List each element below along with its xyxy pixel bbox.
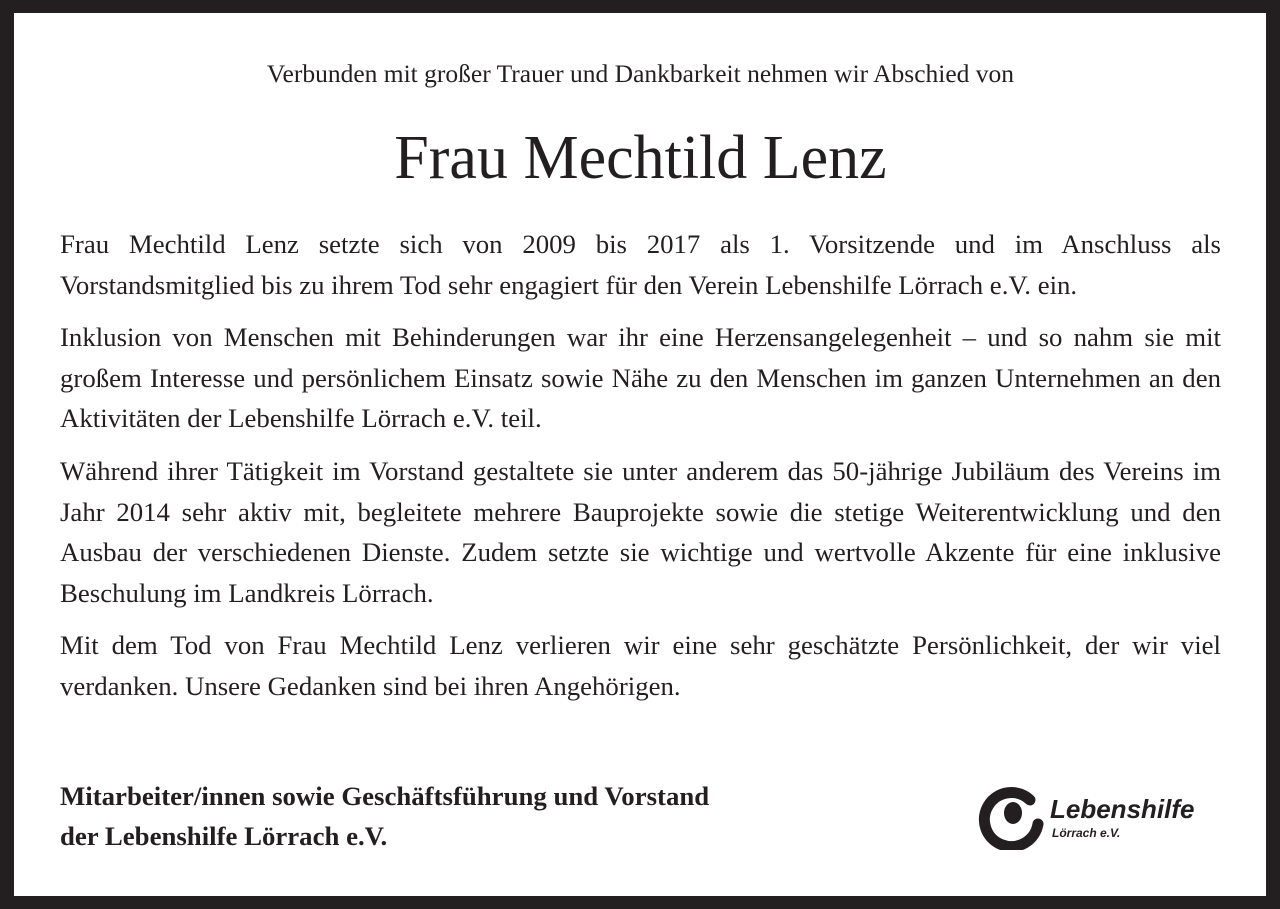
paragraph-3: Während ihrer Tätigkeit im Vorstand gestaltete sie unter anderem das 50-jährige Jubiläum des Vereins im Jahr 2014 sehr aktiv mit, begleitete mehrere Bauprojekte sowie die stetige Weiterentwicklung und den Ausbau der verschiedenen Dienste. Zudem setzte sie wichtige und wertvolle Akzente für eine inklusive Beschulung im Landkreis Lörrach. [60,455,1221,608]
paragraph-1: Frau Mechtild Lenz setzte sich von 2009 bis 2017 als 1. Vorsitzende und im Anschluss als Vorstandsmitglied bis zu ihrem Tod sehr engagiert für den Verein Lebenshilfe Lörrach e.V. ein. [60,229,1221,300]
notice-body [60,224,1221,719]
signature-line-1: Mitarbeiter/innen sowie Geschäftsführung und Vorstand [60,781,710,811]
deceased-name: Frau Mechtild Lenz [394,124,887,192]
intro-line: Verbunden mit großer Trauer und Dankbarkeit nehmen wir Abschied von [266,59,1015,88]
lebenshilfe-logo-icon [972,784,1048,850]
paragraph-4: Mit dem Tod von Frau Mechtild Lenz verlieren wir eine sehr geschätzte Persönlichkeit, der wir viel verdanken. Unsere Gedanken sind bei ihren Angehörigen. [60,630,1221,701]
signature-line-2: der Lebenshilfe Lörrach e.V. [60,821,388,851]
paragraph-2: Inklusion von Menschen mit Behinderungen war ihr eine Herzensangelegenheit – und so nahm sie mit großem Interesse und persönlichem Einsatz sowie Nähe zu den Menschen im ganzen Unternehmen an den Aktivitäten der Lebenshilfe Lörrach e.V. teil. [60,322,1221,434]
logo-location: Lörrach e.V. [1052,826,1121,840]
lebenshilfe-logo [972,784,1222,850]
logo-name: Lebenshilfe [1050,794,1195,824]
signature [60,776,709,856]
